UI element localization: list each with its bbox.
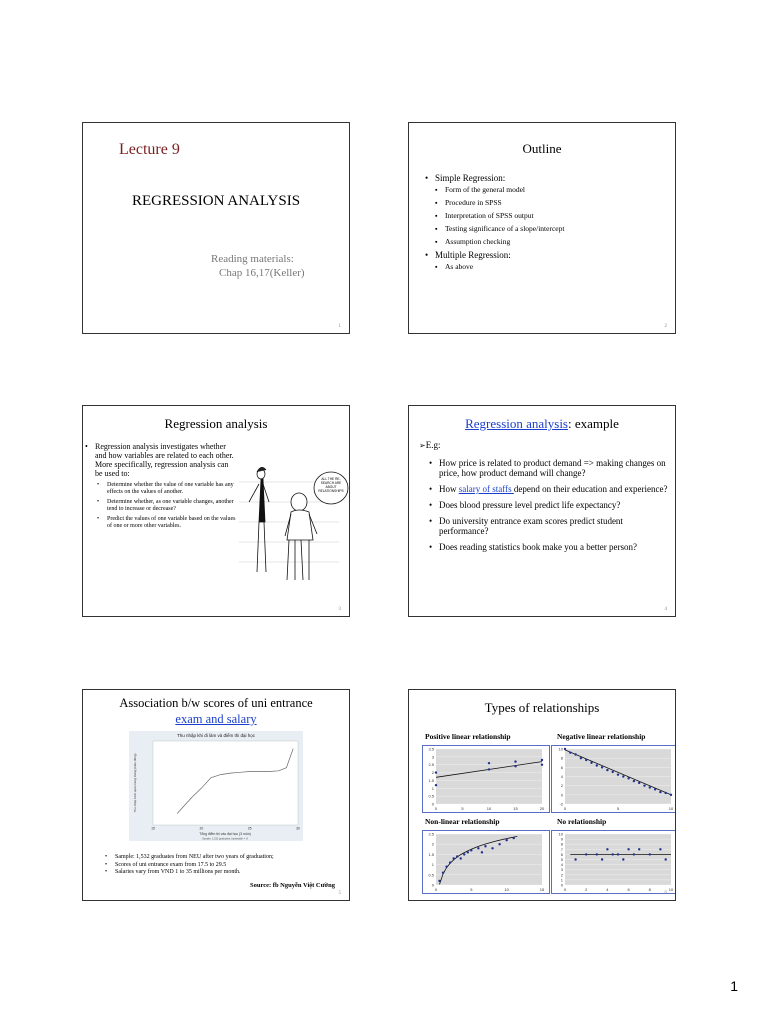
y-tick-label: 1 bbox=[431, 862, 434, 868]
cartoon-illustration bbox=[239, 462, 349, 587]
data-point bbox=[627, 848, 629, 850]
slide-4 bbox=[408, 405, 676, 617]
y-axis-label: Thu nhập bình quân hàng tháng (triệu đồng) bbox=[133, 753, 137, 813]
slide-3 bbox=[82, 405, 350, 617]
data-point bbox=[585, 853, 587, 855]
example-list bbox=[427, 458, 671, 552]
chart-label-negative: Negative linear relationship bbox=[557, 732, 646, 741]
x-tick-label: 10 bbox=[668, 806, 674, 811]
source-note: Source: fb Nguyễn Việt Cường bbox=[249, 882, 335, 889]
x-tick-label: 2 bbox=[585, 887, 588, 892]
data-point bbox=[580, 757, 582, 759]
outline-item: • Simple Regression: ▪ Form of the general model ▪ Procedure in SPSS ▪ Interpretation of SPSS output ▪ Testing significance of a slope/intercept ▪ Assumption checking bbox=[423, 173, 663, 246]
x-tick-label: 10 bbox=[504, 887, 509, 892]
y-tick-label: 0 bbox=[560, 882, 563, 888]
data-point bbox=[488, 762, 490, 764]
chart-positive bbox=[422, 745, 550, 813]
slide-number: 2 bbox=[664, 324, 667, 329]
slide-5 bbox=[82, 689, 350, 901]
chart-label-positive: Positive linear relationship bbox=[425, 732, 511, 741]
data-point bbox=[601, 858, 603, 860]
sub-bullet: • Predict the values of one variable based on the values of one or more other variables. bbox=[95, 516, 237, 530]
data-point bbox=[638, 782, 640, 784]
slide-number: 4 bbox=[664, 607, 667, 612]
data-point bbox=[596, 764, 598, 766]
chart-none bbox=[551, 830, 676, 894]
y-tick-label: 9 bbox=[560, 836, 563, 842]
data-point bbox=[456, 855, 458, 857]
reading-line-1: Reading materials: bbox=[211, 253, 294, 265]
data-point bbox=[498, 843, 500, 845]
data-point bbox=[590, 762, 592, 764]
y-tick-label: -2 bbox=[559, 801, 563, 807]
note-item: • Scores of uni entrance exam from 17.5 to 29.5 bbox=[103, 862, 343, 870]
y-tick-label: 3 bbox=[431, 754, 434, 760]
data-point bbox=[438, 880, 440, 882]
main-bullet: • Regression analysis investigates whether and how variables are related to each other. More specifically, regression analysis can be used to: • Determine whether the value of one variable has any effects on the values of another. • Determine whether, as one variable changes, another tend to increase or decrease? • Predict the values of one variable based on the values of one or more other variables. bbox=[83, 442, 237, 530]
x-tick-label: 25 bbox=[247, 826, 252, 831]
data-point bbox=[596, 853, 598, 855]
chart-label-none: No relationship bbox=[557, 817, 607, 826]
y-tick-label: 1.5 bbox=[428, 777, 434, 783]
x-axis-label: Tổng điểm thi vào đại học (3 môn) bbox=[199, 832, 251, 836]
y-tick-label: 6 bbox=[560, 851, 563, 857]
data-point bbox=[606, 848, 608, 850]
x-tick-label: 5 bbox=[470, 887, 473, 892]
y-tick-label: 1.5 bbox=[428, 851, 434, 857]
y-tick-label: 7 bbox=[560, 846, 563, 852]
y-tick-label: 0 bbox=[560, 792, 563, 798]
slide-number: 1 bbox=[338, 324, 341, 329]
x-tick-label: 20 bbox=[539, 806, 545, 811]
chart-nonlinear bbox=[422, 830, 550, 894]
notes-list bbox=[103, 854, 343, 877]
outline-item: • Multiple Regression: ▪ As above bbox=[423, 250, 663, 271]
note-item: • Sample: 1,532 graduates from NEU after two years of graduation; bbox=[103, 854, 343, 862]
data-point bbox=[633, 780, 635, 782]
slide-title: Regression analysis bbox=[164, 416, 268, 431]
data-point bbox=[638, 848, 640, 850]
y-tick-label: 4 bbox=[560, 774, 563, 779]
y-tick-label: 1 bbox=[431, 785, 434, 791]
slide-title: Regression analysis: example bbox=[465, 416, 619, 431]
y-tick-label: 2.5 bbox=[428, 762, 434, 768]
y-tick-label: 2.5 bbox=[428, 831, 434, 837]
data-point bbox=[617, 773, 619, 775]
cartoon-bubble-text: ALL THE RE-SEARCH ARE ABOUT RELATIONSHIPS bbox=[318, 477, 344, 493]
bullet-list bbox=[83, 442, 237, 530]
y-tick-label: 8 bbox=[560, 755, 563, 761]
example-item: • Does blood pressure level predict life expectancy? bbox=[427, 500, 671, 510]
data-point bbox=[601, 766, 603, 768]
eg-label: ➢E.g: bbox=[419, 440, 441, 450]
y-tick-label: 0.5 bbox=[428, 872, 434, 878]
data-point bbox=[460, 857, 462, 859]
data-point bbox=[470, 849, 472, 851]
data-point bbox=[665, 792, 667, 794]
y-tick-label: 10 bbox=[558, 831, 563, 837]
x-axis-note: Sample: 1,532 graduates; bandwidth = .8 bbox=[202, 837, 248, 841]
lecture-label: Lecture 9 bbox=[119, 141, 180, 158]
slide-title: REGRESSION ANALYSIS bbox=[131, 193, 301, 209]
data-point bbox=[488, 768, 490, 770]
data-point bbox=[643, 784, 645, 786]
data-point bbox=[569, 751, 571, 753]
x-tick-label: 6 bbox=[627, 887, 630, 892]
slide-number: 5 bbox=[338, 891, 341, 896]
y-tick-label: 8 bbox=[560, 841, 563, 847]
data-point bbox=[445, 865, 447, 867]
salary-chart bbox=[129, 731, 303, 841]
data-point bbox=[449, 861, 451, 863]
data-point bbox=[649, 786, 651, 788]
x-tick-label: 5 bbox=[616, 806, 620, 811]
data-point bbox=[491, 847, 493, 849]
y-tick-label: 2 bbox=[431, 841, 434, 847]
x-tick-label: 15 bbox=[151, 826, 155, 831]
data-point bbox=[514, 765, 516, 767]
data-point bbox=[665, 858, 667, 860]
data-point bbox=[477, 847, 479, 849]
data-point bbox=[442, 872, 444, 874]
x-tick-label: 10 bbox=[486, 806, 492, 811]
slide-title: Types of relationships bbox=[484, 700, 600, 715]
y-tick-label: 2 bbox=[560, 872, 563, 878]
slide-number: 3 bbox=[338, 607, 341, 612]
data-point bbox=[452, 857, 454, 859]
x-tick-label: 30 bbox=[296, 826, 300, 831]
data-point bbox=[541, 759, 543, 761]
reading-line-2: Chap 16,17(Keller) bbox=[219, 267, 305, 279]
data-point bbox=[670, 794, 672, 796]
slide-6 bbox=[408, 689, 676, 901]
data-point bbox=[505, 839, 507, 841]
x-tick-label: 0 bbox=[563, 806, 567, 811]
title-link[interactable]: Regression analysis bbox=[465, 416, 568, 431]
example-item: • How price is related to product demand => making changes on price, how product demand will change? bbox=[427, 458, 671, 478]
outline-subitem: ▪ Assumption checking bbox=[435, 237, 663, 246]
sub-bullet: • Determine whether the value of one variable has any effects on the values of another. bbox=[95, 482, 237, 496]
chart-negative bbox=[551, 745, 676, 813]
slide-title-line-1: Association b/w scores of uni entrance bbox=[119, 696, 313, 710]
data-point bbox=[622, 775, 624, 777]
y-tick-label: 3.5 bbox=[428, 746, 434, 752]
data-point bbox=[659, 848, 661, 850]
x-tick-label: 0 bbox=[434, 887, 438, 892]
y-tick-label: 2 bbox=[560, 783, 563, 789]
data-point bbox=[463, 853, 465, 855]
chart-label-nonlinear: Non-linear relationship bbox=[425, 817, 500, 826]
data-point bbox=[612, 853, 614, 855]
x-tick-label: 0 bbox=[563, 887, 567, 892]
page-number: 1 bbox=[730, 978, 738, 994]
y-tick-label: 10 bbox=[558, 746, 563, 752]
example-item: • Does reading statistics book make you a better person? bbox=[427, 542, 671, 552]
data-point bbox=[622, 858, 624, 860]
data-point bbox=[481, 851, 483, 853]
data-point bbox=[654, 788, 656, 790]
data-point bbox=[435, 771, 437, 773]
title-link[interactable]: exam and salary bbox=[175, 712, 257, 726]
data-point bbox=[574, 753, 576, 755]
example-item: • How salary of staffs depend on their education and experience? bbox=[427, 484, 671, 494]
y-tick-label: 5 bbox=[560, 857, 563, 862]
data-point bbox=[484, 845, 486, 847]
outline-subitem: ▪ Testing significance of a slope/intercept bbox=[435, 224, 663, 233]
data-point bbox=[467, 851, 469, 853]
x-tick-label: 8 bbox=[648, 887, 651, 892]
x-tick-label: 10 bbox=[668, 887, 674, 892]
y-tick-label: 0 bbox=[431, 882, 434, 888]
data-point bbox=[649, 853, 651, 855]
chart-title: Thu nhập khi đi làm và điểm thi đại học bbox=[176, 733, 256, 738]
x-tick-label: 4 bbox=[606, 887, 609, 892]
slide-2 bbox=[408, 122, 676, 334]
example-item: • Do university entrance exam scores predict student performance? bbox=[427, 516, 671, 536]
data-point bbox=[541, 764, 543, 766]
note-item: • Salaries vary from VND 1 to 35 millions per month. bbox=[103, 869, 343, 877]
outline-subitem: ▪ Procedure in SPSS bbox=[435, 198, 663, 207]
data-point bbox=[574, 858, 576, 860]
x-tick-label: 20 bbox=[199, 826, 204, 831]
sub-bullet: • Determine whether, as one variable changes, another tend to increase or decrease? bbox=[95, 499, 237, 513]
data-point bbox=[435, 784, 437, 786]
x-tick-label: 15 bbox=[539, 887, 545, 892]
y-tick-label: 2 bbox=[431, 770, 434, 776]
data-point bbox=[514, 760, 516, 762]
slide-number: 6 bbox=[664, 891, 667, 896]
x-tick-label: 5 bbox=[461, 806, 464, 811]
data-point bbox=[606, 769, 608, 771]
slide-1 bbox=[82, 122, 350, 334]
outline-list bbox=[423, 173, 663, 271]
data-point bbox=[513, 837, 515, 839]
outline-subitem: ▪ As above bbox=[435, 262, 663, 271]
y-tick-label: 6 bbox=[560, 764, 563, 770]
outline-subitem: ▪ Interpretation of SPSS output bbox=[435, 211, 663, 220]
data-point bbox=[627, 777, 629, 779]
data-point bbox=[585, 759, 587, 761]
y-tick-label: 4 bbox=[560, 862, 563, 868]
x-tick-label: 0 bbox=[434, 806, 438, 811]
outline-subitem: ▪ Form of the general model bbox=[435, 185, 663, 194]
data-point bbox=[564, 748, 566, 750]
x-tick-label: 15 bbox=[513, 806, 518, 811]
y-tick-label: 0.5 bbox=[428, 793, 434, 799]
y-tick-label: 3 bbox=[560, 867, 563, 873]
slide-title: Outline bbox=[522, 141, 562, 156]
data-point bbox=[659, 791, 661, 793]
data-point bbox=[617, 853, 619, 855]
y-tick-label: 0 bbox=[431, 801, 434, 807]
salary-link[interactable]: salary of staffs bbox=[458, 484, 514, 494]
y-tick-label: 1 bbox=[560, 877, 563, 883]
data-point bbox=[612, 771, 614, 773]
data-point bbox=[633, 853, 635, 855]
